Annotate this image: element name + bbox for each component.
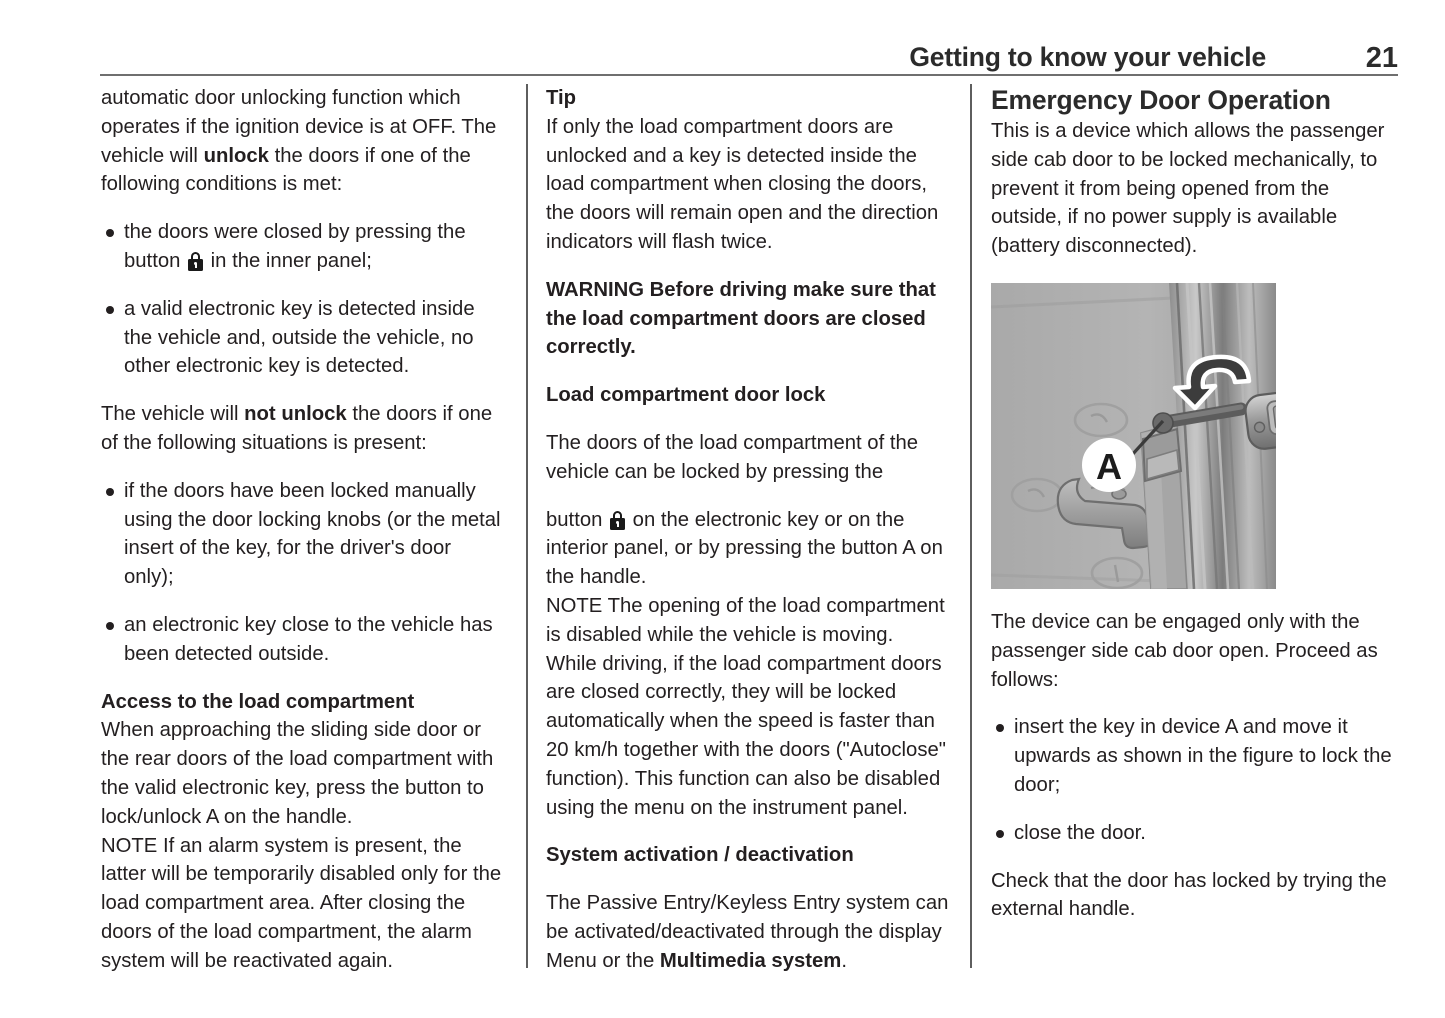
paragraph-note-opening: NOTE The opening of the load compartment is disabled while the vehicle is moving. bbox=[546, 594, 945, 646]
paragraph-text-cont: . bbox=[841, 949, 847, 972]
paragraph-not-unlock bbox=[101, 400, 503, 458]
paragraph-text-cont: on the electronic key or on the interior panel, or by pressing the button A on the handle. bbox=[546, 508, 943, 589]
paragraph-while-driving: While driving, if the load compartment doors are closed correctly, they will be locked automatically when the speed is faster than 20 km/h together with the doors ("Autoclose" function). This function can also be disabled using the menu on the instrument panel. bbox=[546, 652, 946, 819]
paragraph-note-alarm: NOTE If an alarm system is present, the latter will be temporarily disabled only for the load compartment area. After closing the doors of the load compartment, the alarm system will be reactivated again. bbox=[101, 834, 502, 972]
paragraph-text: The Passive Entry/Keyless Entry system can be activated/deactivated through the display Menu or the bbox=[546, 892, 949, 972]
paragraph-automatic-unlocking bbox=[101, 84, 503, 199]
paragraph-text: button bbox=[546, 508, 609, 531]
not-unlock-conditions-list bbox=[101, 477, 503, 669]
paragraph-device-engaged: The device can be engaged only with the passenger side cab door open. Proceed as follows: bbox=[991, 610, 1378, 691]
paragraph-passive-entry bbox=[546, 889, 951, 975]
header-divider-rule bbox=[100, 74, 1398, 76]
paragraph-lock-intro: The doors of the load compartment of the vehicle can be locked by pressing the bbox=[546, 431, 919, 483]
unlock-conditions-list bbox=[101, 218, 503, 381]
paragraph-check-handle: Check that the door has locked by trying the external handle. bbox=[991, 869, 1387, 921]
heading-load-compartment-door-lock: Load compartment door lock bbox=[546, 384, 826, 407]
paragraph-emergency-intro: This is a device which allows the passenger side cab door to be locked mechanically, to prevent it from being opened from the outside, if no power supply is available (battery disconnected). bbox=[991, 120, 1385, 258]
paragraph-text-cont: the doors if one of the following situations is present: bbox=[101, 403, 493, 454]
list-item-label-cont: in the inner panel; bbox=[205, 249, 372, 272]
heading-system-activation: System activation / deactivation bbox=[546, 844, 854, 867]
list-item-label: an electronic key close to the vehicle has been detected outside. bbox=[124, 613, 493, 665]
list-item bbox=[101, 218, 503, 276]
list-item-label: if the doors have been locked manually using the door locking knobs (or the metal insert of the key, for the driver's door only); bbox=[124, 479, 501, 589]
list-item bbox=[991, 819, 1397, 848]
paragraph-warning: WARNING Before driving make sure that the load compartment doors are closed correctly. bbox=[546, 278, 936, 359]
page-number: 21 bbox=[1365, 42, 1398, 74]
column-divider-left bbox=[526, 84, 528, 968]
list-item-label: close the door. bbox=[1014, 821, 1146, 844]
list-item-label: the doors were closed by pressing the button bbox=[124, 221, 466, 272]
list-item bbox=[991, 713, 1397, 799]
right-column bbox=[991, 84, 1397, 924]
emphasis-unlock: unlock bbox=[203, 144, 269, 167]
paragraph-tip: If only the load compartment doors are unlocked and a key is detected inside the load compartment when closing the doors, the doors will remain open and the direction indicators will flash twice. bbox=[546, 115, 939, 253]
page-header bbox=[100, 36, 1398, 76]
figure-callout-a: A bbox=[1096, 445, 1122, 487]
middle-column bbox=[546, 84, 951, 976]
paragraph-approaching-door: When approaching the sliding side door or the rear doors of the load compartment with the valid electronic key, press the button to lock/unlock A on the handle. bbox=[101, 719, 494, 828]
emphasis-not-unlock: not unlock bbox=[244, 403, 347, 426]
left-column bbox=[101, 84, 503, 976]
heading-emergency-door-operation: Emergency Door Operation bbox=[991, 85, 1331, 115]
emergency-procedure-list bbox=[991, 713, 1397, 847]
list-item bbox=[101, 611, 503, 669]
emphasis-multimedia-system: Multimedia system bbox=[659, 949, 842, 972]
paragraph-text: The vehicle will bbox=[101, 403, 245, 426]
lock-icon bbox=[188, 252, 203, 271]
lock-icon bbox=[610, 511, 625, 530]
paragraph-text-cont: the doors if one of the following conditions is met: bbox=[101, 144, 471, 196]
heading-tip: Tip bbox=[546, 87, 577, 109]
list-item-label: a valid electronic key is detected inside the vehicle and, outside the vehicle, no other electronic key is detected. bbox=[124, 297, 475, 378]
list-item bbox=[101, 295, 503, 381]
paragraph-text: automatic door unlocking function which operates if the ignition device is at OFF. The vehicle will bbox=[101, 87, 497, 167]
heading-access-load-compartment: Access to the load compartment bbox=[101, 690, 415, 713]
paragraph-lock-button bbox=[546, 506, 951, 592]
page-title: Getting to know your vehicle bbox=[909, 42, 1266, 72]
illustration-svg bbox=[991, 283, 1276, 589]
emergency-door-illustration bbox=[991, 283, 1276, 589]
list-item-label: insert the key in device A and move it upwards as shown in the figure to lock the door; bbox=[1014, 716, 1392, 796]
list-item bbox=[101, 477, 503, 592]
column-divider-right bbox=[970, 84, 972, 968]
